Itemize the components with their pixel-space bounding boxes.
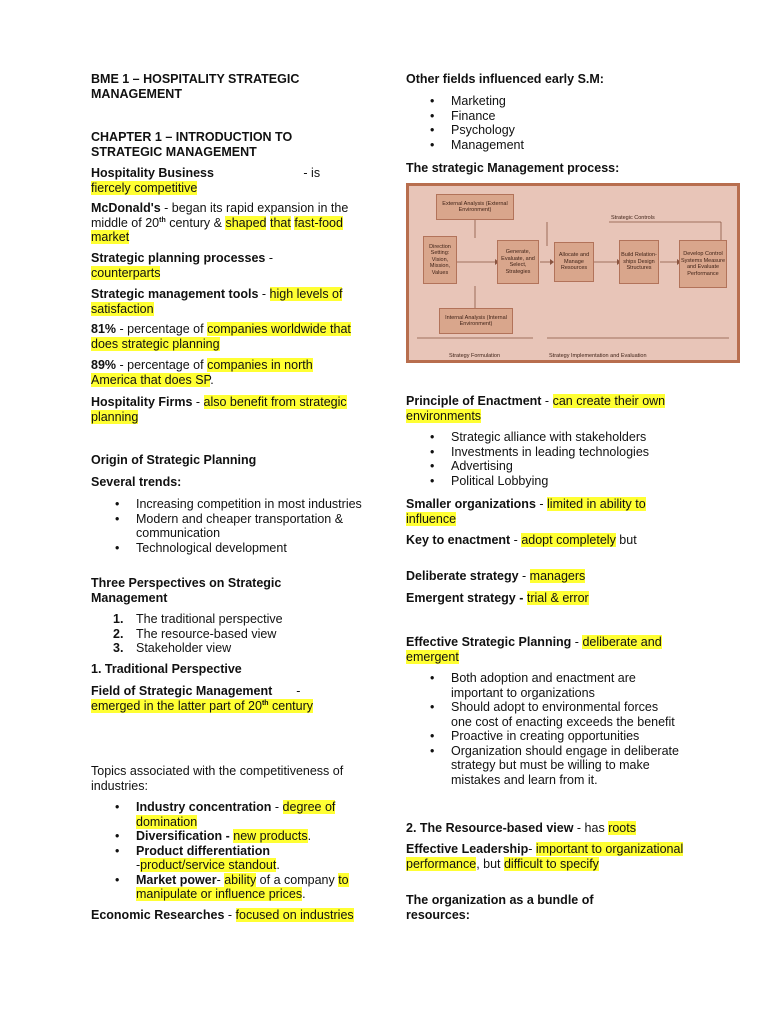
highlight: shaped — [225, 215, 267, 230]
term: Principle of Enactment — [406, 394, 542, 408]
separator: - — [265, 251, 273, 265]
list-item: • Strategic alliance with stakeholders — [406, 430, 706, 445]
list-item: • Modern and cheaper transportation & communication — [91, 512, 371, 541]
strategic-management-process-diagram — [406, 183, 740, 363]
term: Economic Researches — [91, 908, 225, 922]
term: Strategic management tools — [91, 287, 259, 301]
term: Smaller organizations — [406, 497, 536, 511]
highlight: fiercely competitive — [91, 180, 198, 195]
term: Diversification - — [136, 829, 234, 843]
text: century — [268, 698, 314, 713]
list-item: • Proactive in creating opportunities — [406, 729, 679, 744]
term: 81% — [91, 322, 117, 336]
field-def — [91, 684, 361, 713]
term: Key to enactment — [406, 533, 511, 547]
separator: - is — [299, 166, 321, 180]
term: 89% — [91, 358, 117, 372]
highlight: high levels of satisfaction — [91, 287, 343, 316]
list-item: • Technological development — [91, 541, 371, 556]
text: Stakeholder view — [136, 641, 232, 655]
highlight: fast-food market — [91, 215, 343, 244]
origin-heading: Origin of Strategic Planning — [91, 453, 257, 467]
emergent-strategy-def — [406, 591, 686, 606]
chapter-title: CHAPTER 1 – INTRODUCTION TO STRATEGIC MANAGEMENT — [91, 130, 293, 159]
direction-setting-box: Direction Setting: Vision, Mission, Values — [423, 236, 457, 284]
highlight: also benefit from strategic planning — [91, 395, 347, 424]
effective-planning-def — [406, 635, 691, 664]
perspectives-list — [91, 612, 361, 656]
deliberate-strategy-def — [406, 569, 686, 584]
list-item — [91, 829, 366, 844]
list-item: • Should adopt to environmental forces one cost of enacting exceeds the benefit — [406, 700, 679, 729]
separator: - — [518, 569, 530, 583]
text: . — [210, 372, 214, 387]
text: emerged in the latter part of 20 — [91, 698, 262, 713]
stat-89 — [91, 358, 361, 387]
separator: - — [296, 684, 301, 698]
term: Hospitality Business — [91, 166, 214, 180]
topics-list — [91, 800, 366, 902]
separator: - — [535, 497, 548, 511]
separator: - percentage of — [116, 358, 208, 372]
separator: - percentage of — [116, 322, 208, 336]
develop-control-box: Develop Control Systems Measure and Evaluate Performance — [679, 240, 727, 288]
text: - began its rapid expansion in the middle of 20 — [91, 201, 349, 230]
list-item — [91, 627, 361, 642]
text: . — [307, 829, 312, 843]
separator: - — [271, 800, 283, 814]
trends-heading: Several trends: — [91, 475, 182, 489]
separator: - — [258, 287, 270, 301]
term: Market power — [136, 872, 217, 887]
term: Emergent strategy - — [406, 591, 524, 605]
separator: - has — [573, 821, 609, 835]
planning-processes-def — [91, 251, 361, 280]
stat-81 — [91, 322, 361, 351]
highlight: adopt completely — [521, 533, 616, 547]
list-item: • Psychology — [406, 123, 676, 138]
highlight: new products — [233, 829, 308, 843]
highlight: roots — [608, 821, 636, 835]
highlight — [91, 699, 313, 713]
list-item: • Both adoption and enactment are important to organizations — [406, 671, 679, 700]
text: . — [276, 858, 280, 872]
traditional-heading: 1. Traditional Perspective — [91, 662, 242, 676]
strategy-implementation-label: Strategy Implementation and Evaluation — [549, 353, 647, 359]
text: The resource-based view — [136, 626, 277, 641]
enactment-def — [406, 394, 686, 423]
list-item: • Marketing — [406, 94, 676, 109]
term: 2. The Resource-based view — [406, 821, 574, 835]
term: Strategic planning processes — [91, 251, 266, 265]
highlight: limited in ability to influence — [406, 497, 646, 526]
text: The traditional perspective — [136, 612, 283, 626]
other-fields-heading: Other fields influenced early S.M: — [406, 72, 604, 86]
highlight: companies worldwide that does strategic planning — [91, 322, 351, 351]
mgmt-tools-def — [91, 287, 361, 316]
highlight: companies in north America that does SP — [91, 358, 313, 387]
highlight: trial & error — [526, 591, 589, 605]
smaller-orgs-def — [406, 497, 686, 526]
trends-list — [91, 497, 371, 555]
bundle-heading: The organization as a bundle of resources: — [406, 893, 594, 922]
separator: - — [528, 842, 536, 856]
econ-def — [91, 908, 361, 923]
document-title: BME 1 – HOSPITALITY STRATEGIC MANAGEMENT — [91, 72, 300, 101]
term: Deliberate strategy — [406, 569, 519, 583]
allocate-resources-box: Allocate and Manage Resources — [554, 242, 594, 282]
text: . — [302, 887, 306, 901]
term: Industry concentration — [136, 800, 272, 814]
list-item: • Organization should engage in deliberate strategy but must be willing to make mistakes and learn from it. — [406, 744, 679, 788]
mcdonalds-def — [91, 201, 361, 245]
effective-list — [406, 671, 679, 787]
text: but — [615, 533, 637, 547]
topics-intro: Topics associated with the competitiveness of industries: — [91, 764, 344, 793]
superscript: th — [159, 216, 166, 224]
internal-analysis-box: Internal Analysis (Internal Environment) — [439, 308, 513, 334]
separator: - — [510, 533, 522, 547]
highlight: deliberate and emergent — [406, 635, 662, 664]
separator: - — [224, 908, 236, 922]
highlight: degree of domination — [136, 800, 336, 829]
strategy-formulation-label: Strategy Formulation — [449, 353, 501, 359]
list-item — [91, 873, 366, 902]
separator: - — [571, 635, 583, 649]
text: century & — [165, 215, 226, 230]
list-item — [91, 800, 366, 829]
other-fields-list — [406, 94, 676, 152]
list-item: • Increasing competition in most industries — [91, 497, 371, 512]
perspectives-heading: Three Perspectives on Strategic Management — [91, 576, 282, 605]
highlight: that — [269, 215, 291, 230]
term: Product differentiation — [136, 843, 271, 858]
list-item: • Political Lobbying — [406, 474, 706, 489]
separator: - — [216, 872, 225, 887]
highlight: difficult to specify — [503, 856, 599, 871]
highlight: can create their own environments — [406, 394, 666, 423]
text: of a company — [256, 872, 339, 887]
process-heading: The strategic Management process: — [406, 161, 620, 175]
list-item: • Investments in leading technologies — [406, 445, 706, 460]
separator: - — [136, 858, 141, 872]
separator: - — [541, 394, 553, 408]
term: Effective Leadership — [406, 842, 529, 856]
term: McDonald's — [91, 201, 161, 215]
list-item — [91, 612, 361, 627]
separator: - — [192, 395, 204, 409]
number: 2. — [113, 626, 124, 641]
resource-based-heading — [406, 821, 686, 836]
highlight: to manipulate or influence prices — [136, 872, 349, 901]
enactment-list — [406, 430, 706, 488]
term: Effective Strategic Planning — [406, 635, 572, 649]
list-item: • Advertising — [406, 459, 706, 474]
highlight: product/service standout — [140, 858, 277, 872]
highlight: counterparts — [91, 265, 161, 280]
highlight: important to organizational performance — [406, 842, 684, 871]
build-relationships-box: Build Relation-ships Design Structures — [619, 240, 659, 284]
term: Hospitality Firms — [91, 395, 193, 409]
text: , but — [476, 856, 504, 871]
number: 3. — [113, 641, 124, 655]
hospitality-firms-def — [91, 395, 361, 424]
hospitality-business-def — [91, 166, 361, 195]
superscript: th — [261, 699, 269, 707]
key-enactment-def — [406, 533, 686, 548]
list-item — [91, 844, 366, 873]
highlight: managers — [529, 569, 586, 583]
highlight: ability — [224, 872, 257, 887]
list-item: • Management — [406, 138, 676, 153]
effective-leadership-def — [406, 842, 696, 871]
highlight: focused on industries — [235, 908, 354, 922]
list-item: • Finance — [406, 109, 676, 124]
term: Field of Strategic Management — [91, 684, 273, 698]
list-item — [91, 641, 361, 656]
generate-strategies-box: Generate, Evaluate, and Select, Strategies — [497, 240, 539, 284]
strategic-controls-label: Strategic Controls — [611, 215, 655, 221]
number: 1. — [113, 612, 124, 626]
external-analysis-box: External Analysis (External Environment) — [436, 194, 514, 220]
